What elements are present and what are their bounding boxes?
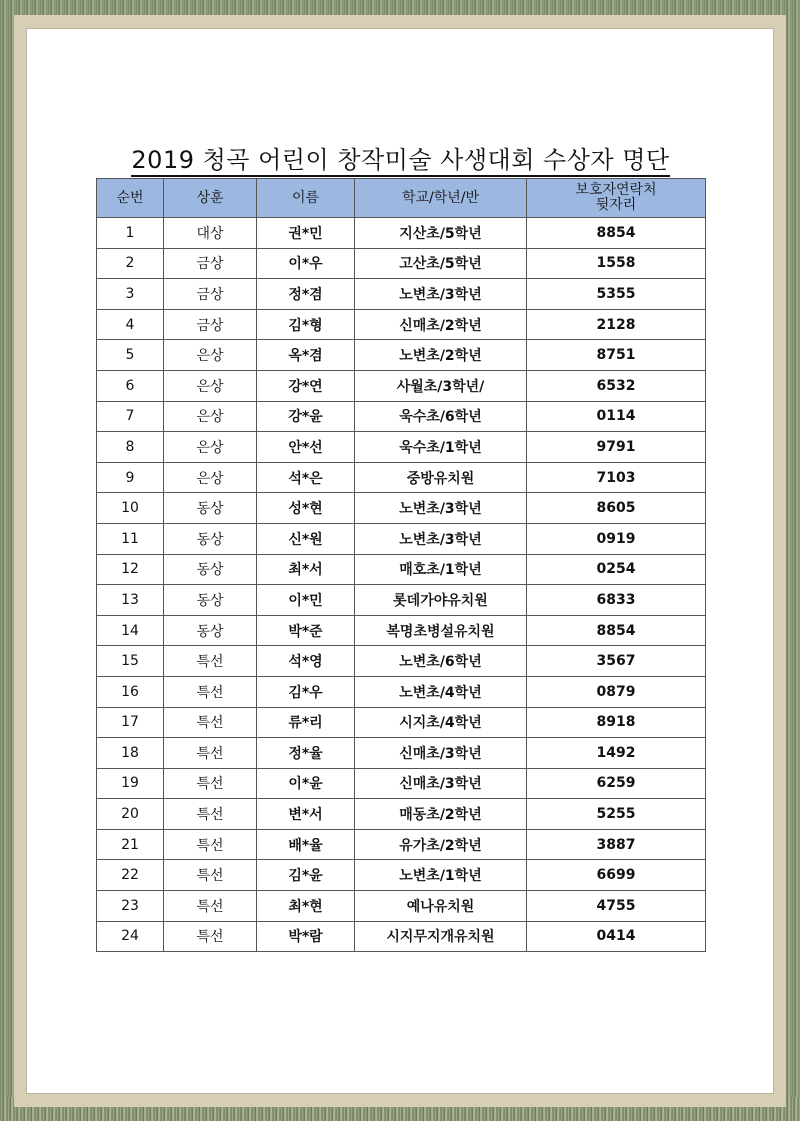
cell-award: 특선 bbox=[164, 921, 257, 952]
cell-name: 김*형 bbox=[257, 309, 355, 340]
cell-contact: 0879 bbox=[527, 676, 706, 707]
cell-school: 신매초/3학년 bbox=[355, 738, 527, 769]
cell-award: 특선 bbox=[164, 646, 257, 677]
cell-award: 특선 bbox=[164, 829, 257, 860]
cell-school: 욱수초/1학년 bbox=[355, 432, 527, 463]
cell-contact: 6259 bbox=[527, 768, 706, 799]
cell-award: 은상 bbox=[164, 401, 257, 432]
cell-contact: 3567 bbox=[527, 646, 706, 677]
cell-school: 시지초/4학년 bbox=[355, 707, 527, 738]
cell-contact: 8918 bbox=[527, 707, 706, 738]
cell-school: 복명초병설유치원 bbox=[355, 615, 527, 646]
cell-school: 노변초/3학년 bbox=[355, 279, 527, 310]
cell-award: 동상 bbox=[164, 554, 257, 585]
cell-name: 배*율 bbox=[257, 829, 355, 860]
table-row bbox=[97, 340, 706, 371]
cell-award: 특선 bbox=[164, 891, 257, 922]
header-contact-line1: 보호자연락처 bbox=[575, 182, 657, 198]
cell-no: 4 bbox=[97, 309, 164, 340]
table-row bbox=[97, 279, 706, 310]
cell-award: 특선 bbox=[164, 768, 257, 799]
table-row bbox=[97, 646, 706, 677]
cell-no: 21 bbox=[97, 829, 164, 860]
cell-school: 노변초/1학년 bbox=[355, 860, 527, 891]
cell-award: 은상 bbox=[164, 340, 257, 371]
cell-no: 16 bbox=[97, 676, 164, 707]
cell-school: 욱수초/6학년 bbox=[355, 401, 527, 432]
cell-no: 19 bbox=[97, 768, 164, 799]
cell-contact: 1558 bbox=[527, 248, 706, 279]
table-row bbox=[97, 707, 706, 738]
cell-school: 노변초/4학년 bbox=[355, 676, 527, 707]
cell-name: 안*선 bbox=[257, 432, 355, 463]
document-title-text: 2019 청곡 어린이 창작미술 사생대회 수상자 명단 bbox=[131, 146, 669, 177]
cell-no: 20 bbox=[97, 799, 164, 830]
table-row bbox=[97, 462, 706, 493]
table-row bbox=[97, 615, 706, 646]
cell-school: 노변초/3학년 bbox=[355, 523, 527, 554]
table-row bbox=[97, 309, 706, 340]
cell-contact: 1492 bbox=[527, 738, 706, 769]
header-award: 상훈 bbox=[164, 179, 257, 218]
cell-name: 권*민 bbox=[257, 218, 355, 249]
cell-name: 성*현 bbox=[257, 493, 355, 524]
cell-contact: 3887 bbox=[527, 829, 706, 860]
cell-contact: 7103 bbox=[527, 462, 706, 493]
cell-no: 7 bbox=[97, 401, 164, 432]
cell-award: 특선 bbox=[164, 707, 257, 738]
cell-name: 박*준 bbox=[257, 615, 355, 646]
cell-name: 강*윤 bbox=[257, 401, 355, 432]
cell-school: 매호초/1학년 bbox=[355, 554, 527, 585]
cell-no: 6 bbox=[97, 370, 164, 401]
table-row bbox=[97, 401, 706, 432]
cell-no: 22 bbox=[97, 860, 164, 891]
cell-no: 24 bbox=[97, 921, 164, 952]
cell-contact: 8854 bbox=[527, 615, 706, 646]
table-row bbox=[97, 554, 706, 585]
cell-name: 박*람 bbox=[257, 921, 355, 952]
cell-name: 정*겸 bbox=[257, 279, 355, 310]
cell-contact: 6833 bbox=[527, 585, 706, 616]
cell-name: 석*은 bbox=[257, 462, 355, 493]
cell-award: 은상 bbox=[164, 462, 257, 493]
table-row bbox=[97, 493, 706, 524]
header-no: 순번 bbox=[97, 179, 164, 218]
cell-name: 류*리 bbox=[257, 707, 355, 738]
table-row bbox=[97, 921, 706, 952]
cell-school: 신매초/2학년 bbox=[355, 309, 527, 340]
cell-no: 11 bbox=[97, 523, 164, 554]
cell-name: 최*현 bbox=[257, 891, 355, 922]
cell-award: 특선 bbox=[164, 738, 257, 769]
cell-contact: 0254 bbox=[527, 554, 706, 585]
table-row bbox=[97, 738, 706, 769]
cell-name: 이*우 bbox=[257, 248, 355, 279]
cell-no: 17 bbox=[97, 707, 164, 738]
cell-contact: 8751 bbox=[527, 340, 706, 371]
cell-contact: 6699 bbox=[527, 860, 706, 891]
cell-contact: 5255 bbox=[527, 799, 706, 830]
cell-contact: 2128 bbox=[527, 309, 706, 340]
table-row bbox=[97, 891, 706, 922]
cell-school: 시지무지개유치원 bbox=[355, 921, 527, 952]
cell-no: 12 bbox=[97, 554, 164, 585]
cell-no: 15 bbox=[97, 646, 164, 677]
table-header-row bbox=[97, 179, 706, 218]
winners-table bbox=[96, 178, 706, 952]
cell-award: 동상 bbox=[164, 615, 257, 646]
cell-contact: 6532 bbox=[527, 370, 706, 401]
table-row bbox=[97, 248, 706, 279]
cell-award: 특선 bbox=[164, 860, 257, 891]
cell-name: 이*민 bbox=[257, 585, 355, 616]
header-name: 이름 bbox=[257, 179, 355, 218]
table-row bbox=[97, 585, 706, 616]
header-contact-line2: 뒷자리 bbox=[595, 197, 637, 213]
table-row bbox=[97, 432, 706, 463]
cell-no: 2 bbox=[97, 248, 164, 279]
cell-no: 3 bbox=[97, 279, 164, 310]
cell-award: 특선 bbox=[164, 676, 257, 707]
cell-no: 1 bbox=[97, 218, 164, 249]
header-school: 학교/학년/반 bbox=[355, 179, 527, 218]
table-row bbox=[97, 370, 706, 401]
cell-contact: 5355 bbox=[527, 279, 706, 310]
cell-school: 노변초/6학년 bbox=[355, 646, 527, 677]
cell-school: 지산초/5학년 bbox=[355, 218, 527, 249]
cell-contact: 8854 bbox=[527, 218, 706, 249]
cell-school: 사월초/3학년/ bbox=[355, 370, 527, 401]
cell-no: 23 bbox=[97, 891, 164, 922]
cell-contact: 9791 bbox=[527, 432, 706, 463]
cell-name: 옥*겸 bbox=[257, 340, 355, 371]
cell-award: 대상 bbox=[164, 218, 257, 249]
table-row bbox=[97, 860, 706, 891]
cell-award: 금상 bbox=[164, 248, 257, 279]
cell-no: 5 bbox=[97, 340, 164, 371]
cell-name: 최*서 bbox=[257, 554, 355, 585]
table-row bbox=[97, 676, 706, 707]
table-row bbox=[97, 829, 706, 860]
table-row bbox=[97, 799, 706, 830]
table-row bbox=[97, 768, 706, 799]
cell-school: 중방유치원 bbox=[355, 462, 527, 493]
cell-name: 신*원 bbox=[257, 523, 355, 554]
cell-name: 이*윤 bbox=[257, 768, 355, 799]
cell-name: 변*서 bbox=[257, 799, 355, 830]
cell-no: 9 bbox=[97, 462, 164, 493]
cell-no: 8 bbox=[97, 432, 164, 463]
cell-award: 금상 bbox=[164, 309, 257, 340]
cell-no: 14 bbox=[97, 615, 164, 646]
cell-name: 석*영 bbox=[257, 646, 355, 677]
cell-school: 유가초/2학년 bbox=[355, 829, 527, 860]
cell-no: 13 bbox=[97, 585, 164, 616]
cell-school: 노변초/3학년 bbox=[355, 493, 527, 524]
cell-award: 은상 bbox=[164, 432, 257, 463]
cell-name: 김*우 bbox=[257, 676, 355, 707]
cell-award: 동상 bbox=[164, 523, 257, 554]
cell-school: 신매초/3학년 bbox=[355, 768, 527, 799]
cell-no: 10 bbox=[97, 493, 164, 524]
cell-award: 은상 bbox=[164, 370, 257, 401]
cell-contact: 4755 bbox=[527, 891, 706, 922]
cell-school: 고산초/5학년 bbox=[355, 248, 527, 279]
header-contact bbox=[527, 179, 706, 218]
cell-contact: 0114 bbox=[527, 401, 706, 432]
cell-school: 예나유치원 bbox=[355, 891, 527, 922]
cell-school: 노변초/2학년 bbox=[355, 340, 527, 371]
cell-school: 롯데가야유치원 bbox=[355, 585, 527, 616]
cell-no: 18 bbox=[97, 738, 164, 769]
cell-award: 특선 bbox=[164, 799, 257, 830]
document-title bbox=[96, 140, 705, 175]
cell-contact: 0919 bbox=[527, 523, 706, 554]
cell-name: 김*윤 bbox=[257, 860, 355, 891]
table-row bbox=[97, 218, 706, 249]
cell-name: 강*연 bbox=[257, 370, 355, 401]
cell-contact: 0414 bbox=[527, 921, 706, 952]
cell-award: 동상 bbox=[164, 585, 257, 616]
table-body bbox=[97, 218, 706, 952]
cell-contact: 8605 bbox=[527, 493, 706, 524]
cell-name: 정*율 bbox=[257, 738, 355, 769]
table-row bbox=[97, 523, 706, 554]
cell-school: 매동초/2학년 bbox=[355, 799, 527, 830]
cell-award: 금상 bbox=[164, 279, 257, 310]
cell-award: 동상 bbox=[164, 493, 257, 524]
